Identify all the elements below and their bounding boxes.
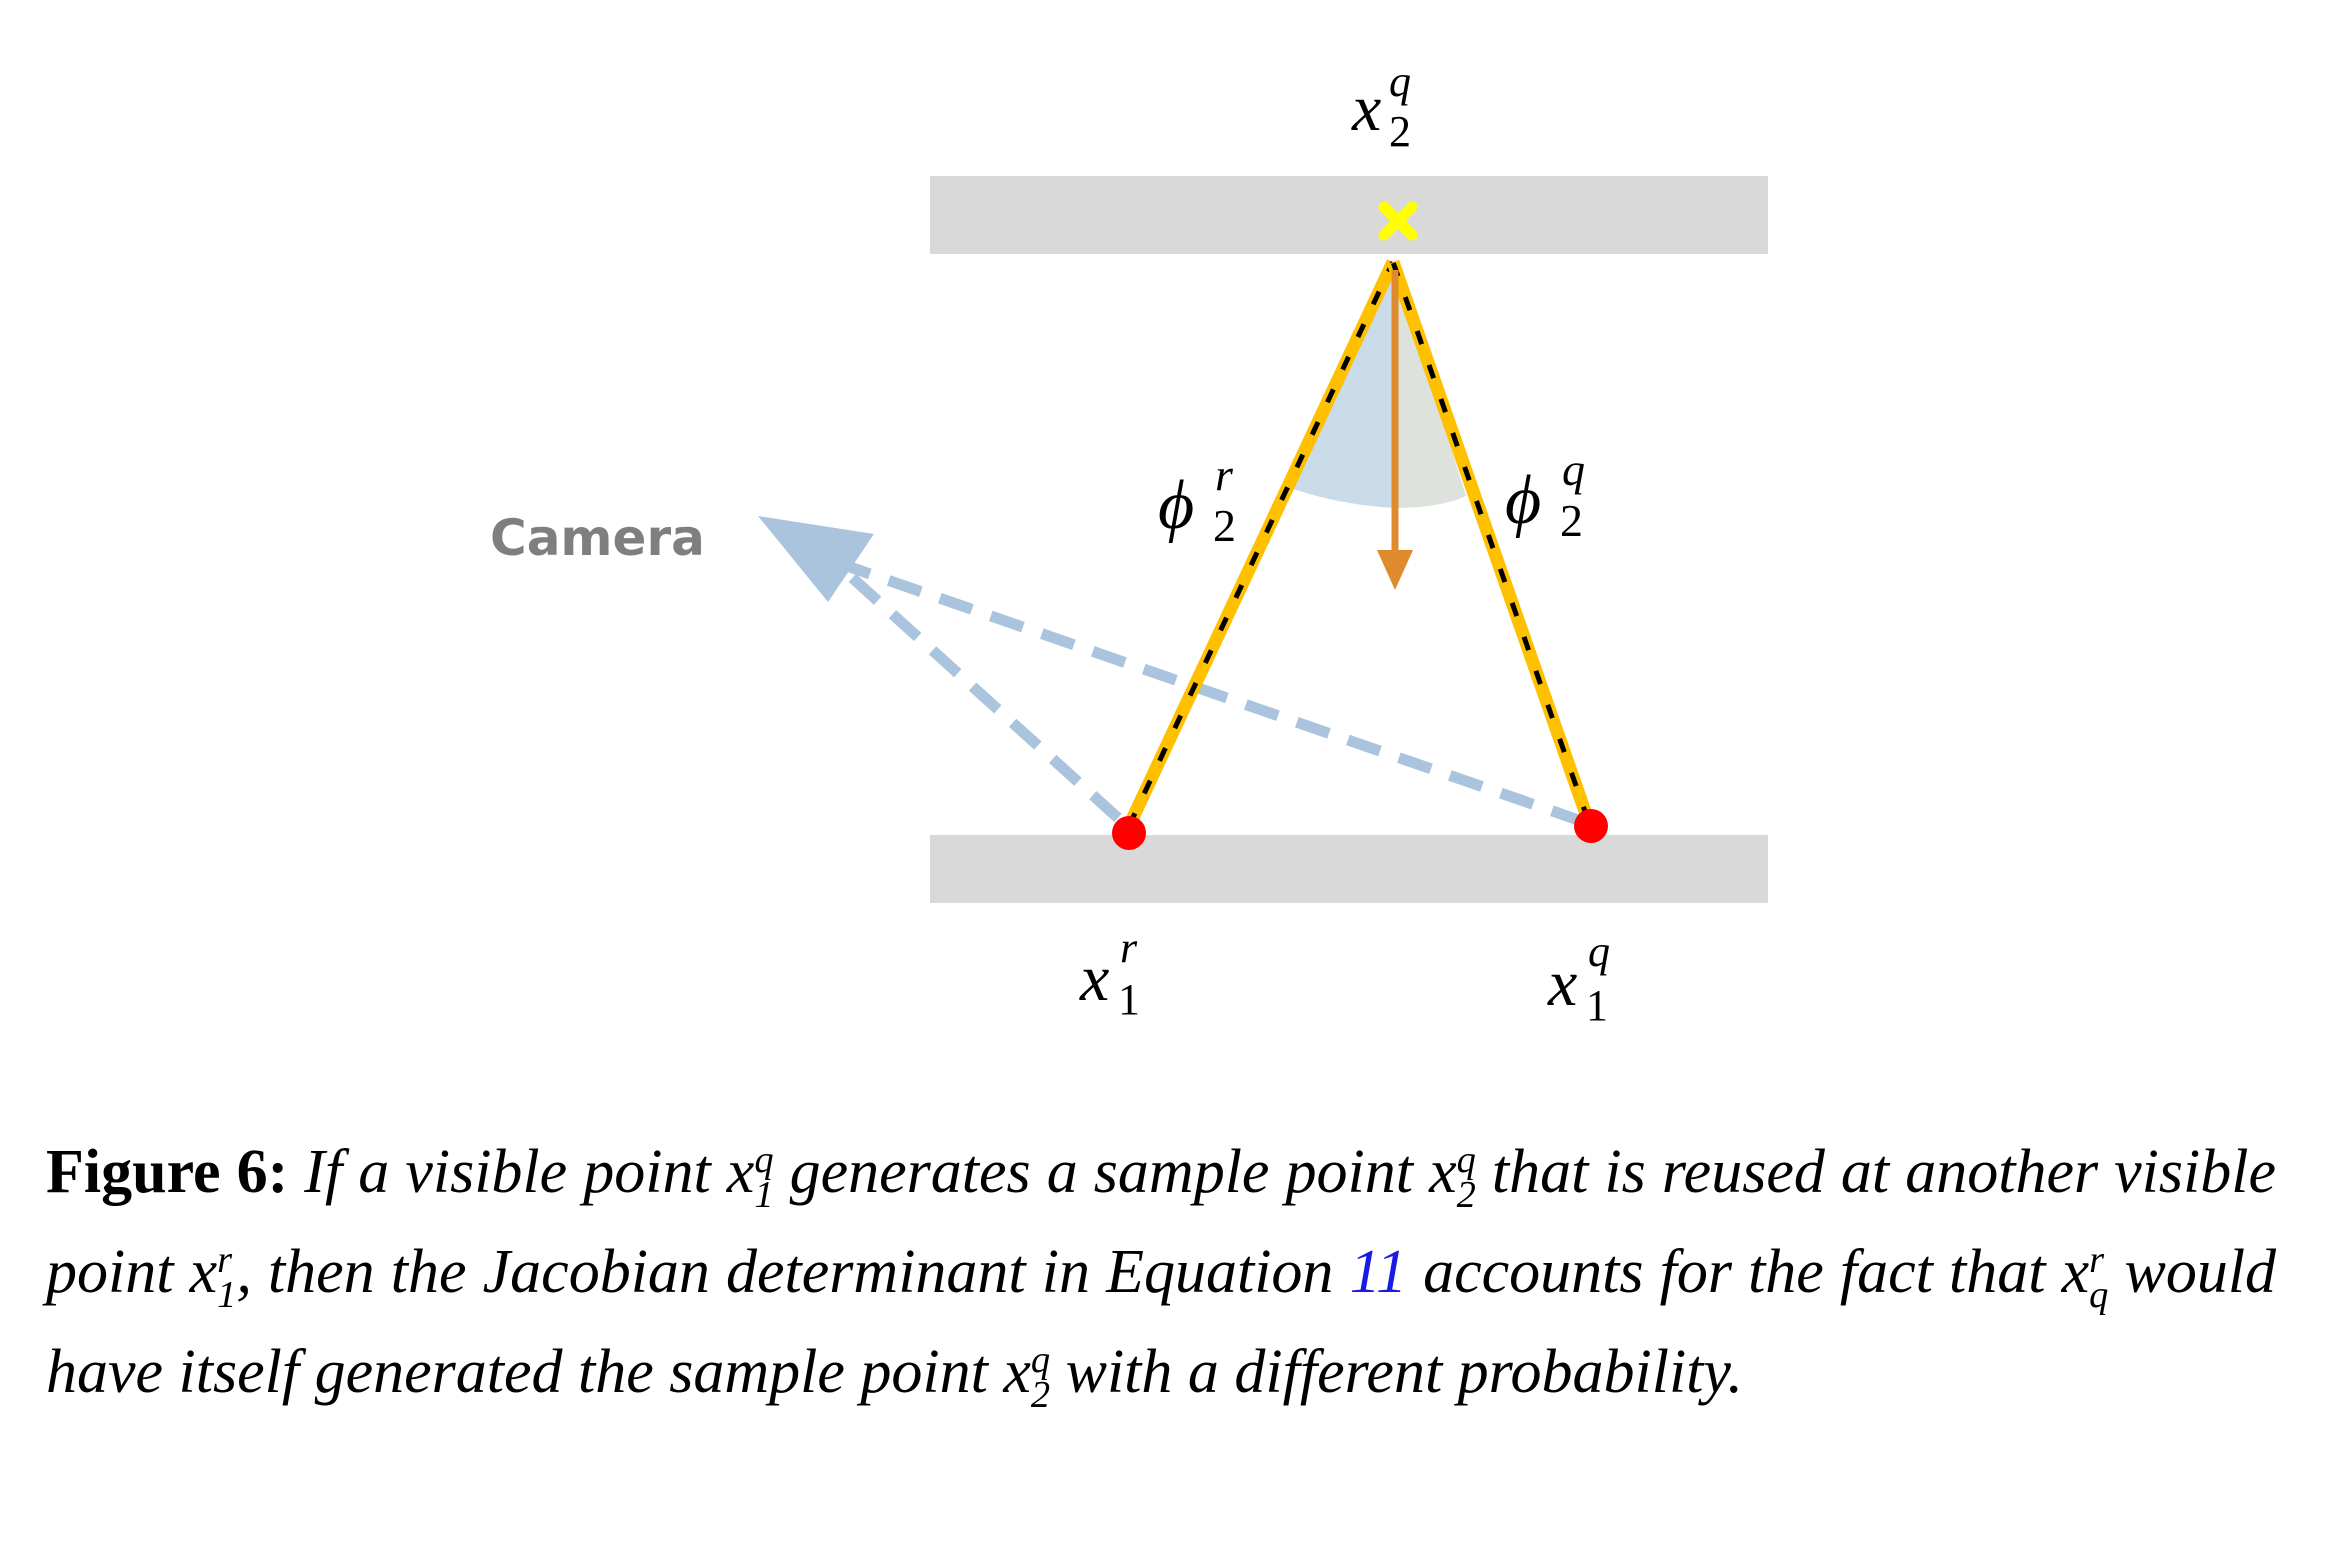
bottom-surface [930, 835, 1768, 903]
svg-text:q: q [1389, 57, 1411, 106]
svg-text:2: 2 [1389, 107, 1411, 156]
svg-text:q: q [1562, 444, 1585, 495]
svg-text:q: q [1588, 927, 1610, 976]
svg-text:1: 1 [1118, 975, 1140, 1024]
camera-ray-from-x1r [848, 574, 1118, 818]
label-phi2r [1158, 449, 1236, 551]
caption-math-xqr: x r q [2061, 1238, 2109, 1316]
svg-text:2: 2 [1560, 495, 1583, 546]
caption-math-x2q-2: x q 2 [1003, 1338, 1051, 1416]
sample-ray-right [1393, 262, 1588, 820]
svg-text:x: x [1548, 947, 1578, 1020]
caption-text-5: accounts for the fact that [1423, 1238, 2046, 1306]
caption-text-2: generates a sample point [789, 1138, 1413, 1206]
label-x1r [1079, 923, 1140, 1024]
svg-text:r: r [1120, 923, 1138, 972]
caption-text-3: that is reused at another visible point [46, 1138, 2277, 1306]
caption-math-x2q: x q 2 [1429, 1138, 1476, 1216]
top-surface [930, 176, 1768, 254]
camera-ray-from-x1q [850, 567, 1584, 822]
camera-label: Camera [490, 509, 705, 567]
svg-text:x: x [1352, 72, 1382, 145]
caption-text-4: , then the Jacobian determinant in Equation [236, 1238, 1334, 1306]
label-x2q [1351, 57, 1411, 156]
visible-point-x1r [1112, 816, 1146, 850]
caption-text-1: If a visible point [304, 1138, 711, 1206]
svg-text:1: 1 [1586, 981, 1608, 1030]
figure-caption [46, 1122, 2276, 1422]
caption-math-x1q: x q 1 [726, 1138, 774, 1216]
caption-math-x1r: x r 1 [189, 1238, 237, 1316]
svg-text:r: r [1215, 449, 1233, 500]
equation-reference-link[interactable]: 11 [1349, 1238, 1407, 1306]
caption-text-7: with a different probability. [1065, 1338, 1743, 1406]
label-x1q [1547, 927, 1610, 1030]
normal-arrowhead [1377, 550, 1413, 590]
svg-text:ϕ: ϕ [1158, 467, 1195, 544]
svg-text:ϕ: ϕ [1505, 462, 1542, 539]
caption-text-6: would have itself generated the sample point [46, 1238, 2277, 1406]
svg-text:x: x [1080, 942, 1110, 1015]
label-phi2q [1505, 444, 1585, 546]
visible-point-x1q [1574, 809, 1608, 843]
caption-lead: Figure 6: [46, 1138, 289, 1206]
svg-text:2: 2 [1213, 500, 1236, 551]
